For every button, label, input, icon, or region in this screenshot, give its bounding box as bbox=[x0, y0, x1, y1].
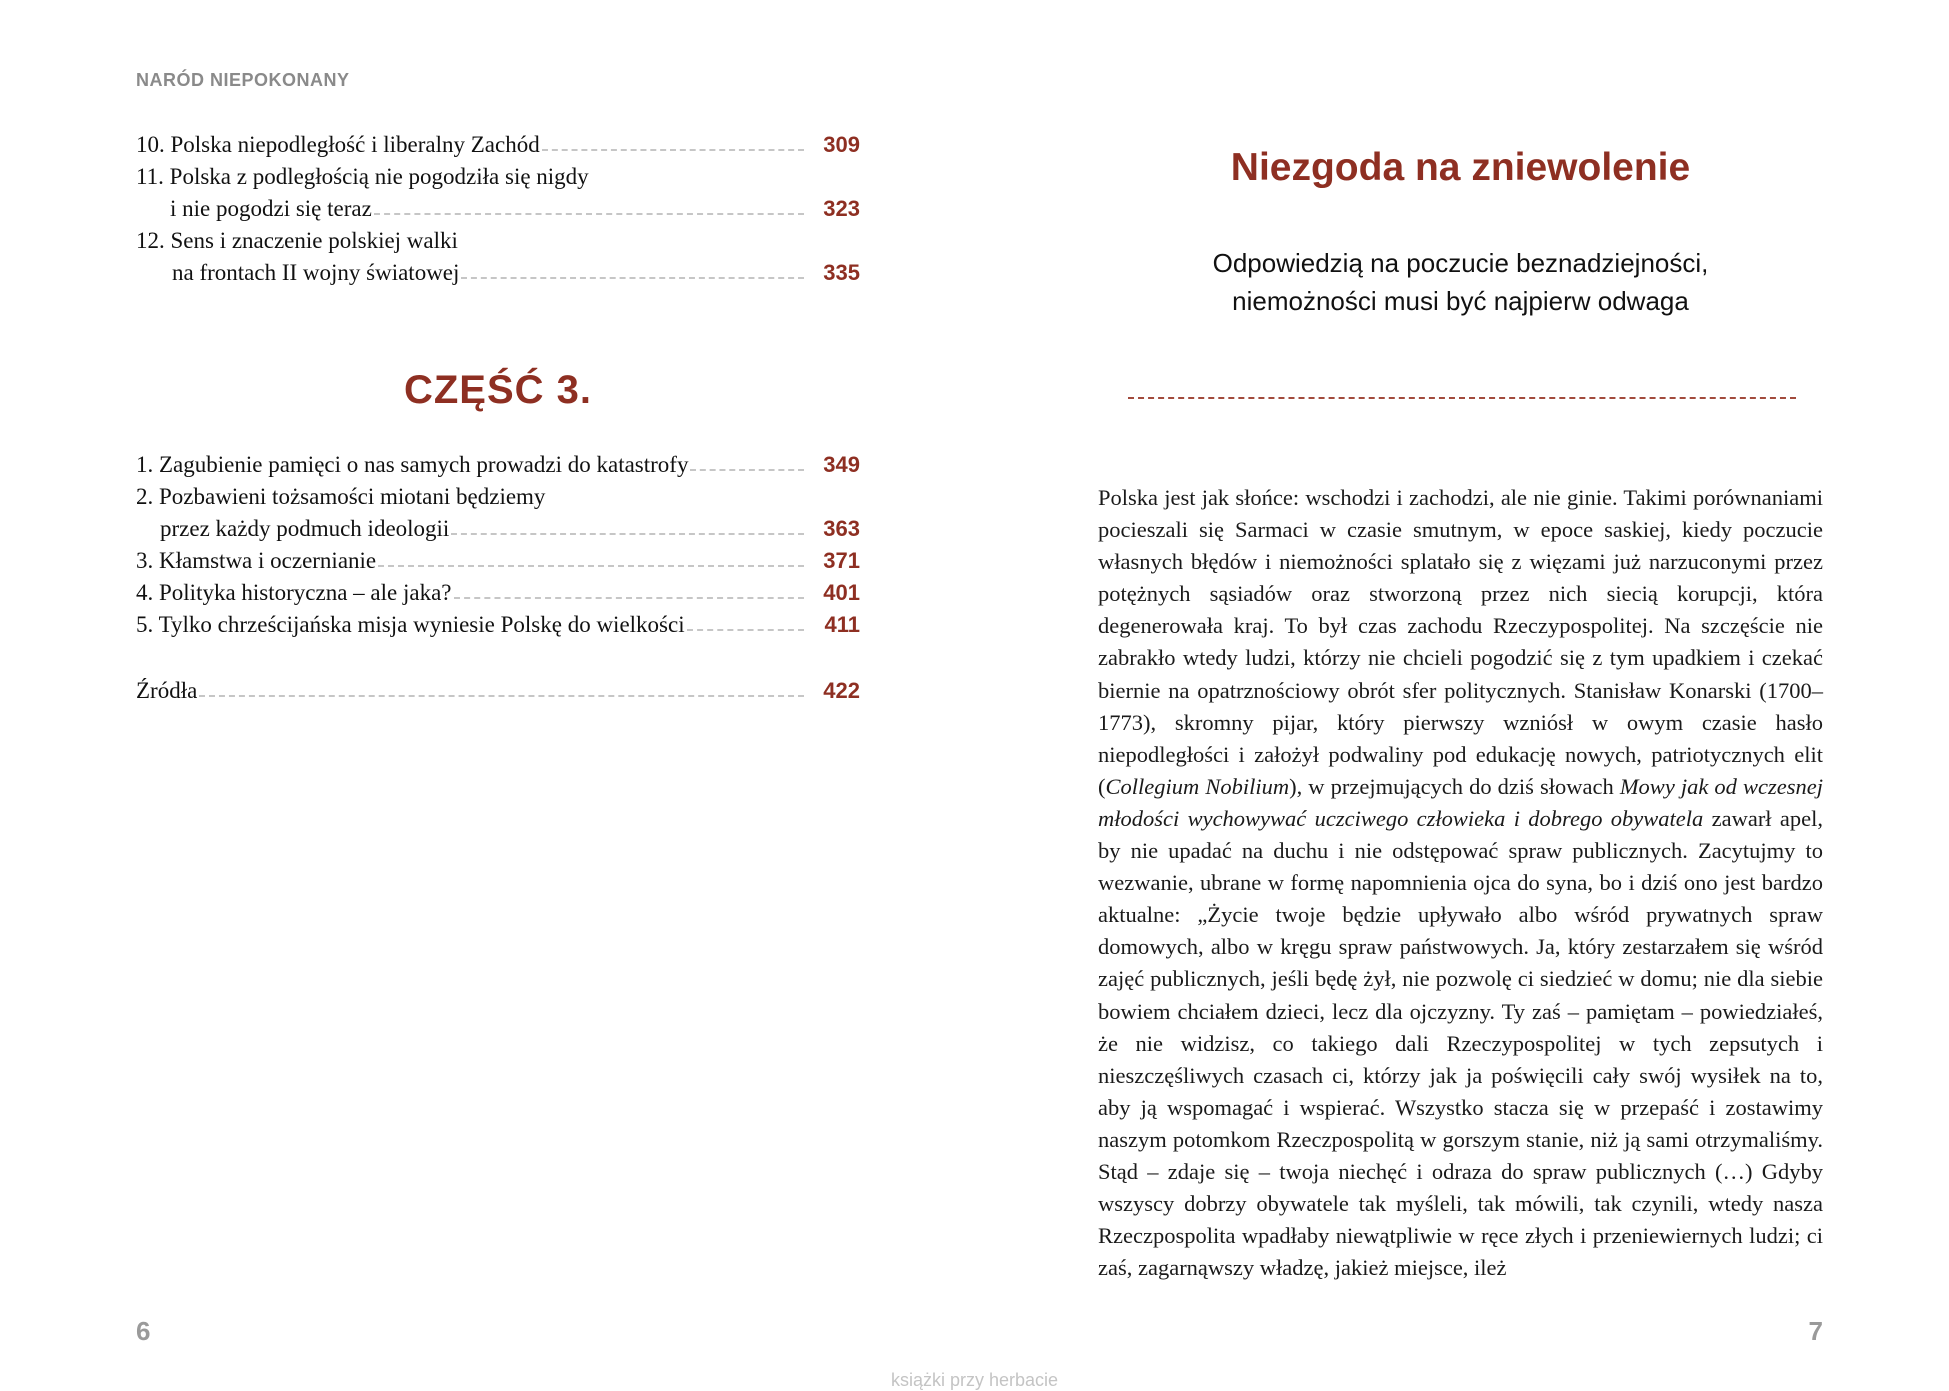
subtitle-line: niemożności musi być najpierw odwaga bbox=[1232, 286, 1689, 316]
toc-entry[interactable] bbox=[136, 574, 860, 606]
toc-page-number: 309 bbox=[823, 132, 860, 157]
toc-entry-title: 11. Polska z podległością nie pogodziła się nigdy bbox=[136, 164, 589, 189]
toc-page-number: 422 bbox=[823, 678, 860, 703]
toc-entry-title: 10. Polska niepodległość i liberalny Zachód bbox=[136, 132, 540, 157]
toc-sources bbox=[136, 672, 860, 704]
toc-entry-continuation[interactable] bbox=[136, 190, 860, 222]
toc-entry-title: na frontach II wojny światowej bbox=[136, 260, 461, 286]
toc-entry-title: 3. Kłamstwa i oczernianie bbox=[136, 548, 377, 573]
body-paragraph bbox=[1098, 482, 1823, 1284]
chapter-title: Niezgoda na zniewolenie bbox=[1230, 146, 1691, 189]
toc-entry-title: przez każdy podmuch ideologii bbox=[136, 516, 451, 542]
toc-entry-sources[interactable] bbox=[136, 672, 860, 704]
dotted-leader bbox=[461, 277, 804, 279]
dotted-leader bbox=[690, 469, 804, 471]
body-text-run: zawarł apel, by nie upadać na duchu i nie odstępować spraw publicznych. Zacytujmy to wezwanie, ubrane w formę napomnienia ojca do syna, bo i dziś ono jest bardzo aktualne: „Życie twoje będzie upływało albo wśród prywatnych spraw domowych, albo w kręgu spraw państwowych. Ja, który zestarzałem się wśród zajęć publicznych, jeśli będę żył, nie pozwolę ci siedzieć w domu; nie dla siebie bowiem chciałem dzieci, lecz dla ojczyzny. Ty zaś – pamiętam – powiedziałeś, że nie widzisz, co takiego dali Rzeczypospolitej w tych zepsutych i nieszczęśliwych czasach ci, którzy jak ja poświęcili cały swój wysiłek na to, aby ją wspomagać i wspierać. Wszystko stacza się w przepaść i zostawimy naszym potomkom Rzeczpospolitą w gorszym stanie, niż ją sami otrzymaliśmy. Stąd – zdaje się – twoja niechęć i odraza do spraw publicznych (…) Gdyby wszyscy dobrzy obywatele tak myśleli, tak mówili, tak czynili, wtedy nasza Rzeczpospolita wpadłaby niewątpliwie w ręce złych i przeniewiernych ludzi; ci zaś, zagarnąwszy władzę, jakież miejsce, ileż bbox=[1098, 805, 1823, 1281]
toc-entry[interactable] bbox=[136, 126, 860, 158]
body-italic-run: Collegium Nobilium bbox=[1105, 773, 1290, 799]
part-heading: CZĘŚĆ 3. bbox=[403, 368, 593, 412]
toc-part2-tail bbox=[136, 126, 860, 286]
toc-entry-title: 2. Pozbawieni tożsamości miotani będziemy bbox=[136, 484, 546, 509]
subtitle-line: Odpowiedzią na poczucie beznadziejności, bbox=[1212, 248, 1709, 278]
toc-entry-title: 5. Tylko chrześcijańska misja wyniesie Polskę do wielkości bbox=[136, 612, 685, 637]
toc-page-number: 411 bbox=[824, 612, 860, 637]
dotted-leader bbox=[542, 149, 804, 151]
toc-entry-title: 1. Zagubienie pamięci o nas samych prowadzi do katastrofy bbox=[136, 452, 689, 477]
toc-entry-continuation[interactable] bbox=[136, 510, 860, 542]
toc-entry[interactable] bbox=[136, 478, 860, 510]
dotted-leader bbox=[687, 629, 804, 631]
toc-part3 bbox=[136, 446, 860, 638]
toc-page-number: 323 bbox=[823, 196, 860, 221]
toc-entry-title: 4. Polityka historyczna – ale jaka? bbox=[136, 580, 452, 605]
dotted-leader bbox=[378, 565, 804, 567]
page-number-right: 7 bbox=[1808, 1316, 1823, 1346]
watermark: książki przy herbacie bbox=[890, 1370, 1059, 1390]
running-head: NARÓD NIEPOKONANY bbox=[136, 70, 350, 90]
toc-page-number: 363 bbox=[823, 516, 860, 541]
toc-entry-title: Źródła bbox=[136, 678, 198, 703]
toc-entry[interactable] bbox=[136, 446, 860, 478]
toc-entry-title: 12. Sens i znaczenie polskiej walki bbox=[136, 228, 458, 253]
dotted-leader bbox=[451, 533, 804, 535]
body-text-run: ), w przejmujących do dziś słowach bbox=[1289, 773, 1620, 799]
body-italic-run: Mowy jak od wczesnej młodości wychowywać uczciwego człowieka i dobrego obywatela bbox=[1098, 773, 1823, 831]
toc-entry[interactable] bbox=[136, 158, 860, 190]
dotted-leader bbox=[199, 695, 804, 697]
dashed-divider bbox=[1128, 397, 1796, 399]
toc-entry-title: i nie pogodzi się teraz bbox=[136, 196, 374, 222]
dotted-leader bbox=[454, 597, 804, 599]
toc-page-number: 349 bbox=[823, 452, 860, 477]
body-text-run: Polska jest jak słońce: wschodzi i zachodzi, ale nie ginie. Takimi porównaniami pocieszali się Sarmaci w czasie smutnym, w epoce saskiej, kiedy poczucie własnych błędów i niemożności splatało się z więzami już narzuconymi przez potężnych sąsiadów oraz stworzoną przez nich siecią korupcji, która degenerowała kraj. To był czas zachodu Rzeczypospolitej. Na szczęście nie zabrakło wtedy ludzi, którzy nie chcieli pogodzić się z tym upadkiem i czekać biernie na opatrznościowy obrót sfer politycznych. Stanisław Konarski (1700–1773), skromny pijar, który pierwszy wzniósł w owym czasie hasło niepodległości i założył podwaliny pod edukację nowych, patriotycznych elit ( bbox=[1098, 485, 1823, 799]
dotted-leader bbox=[374, 213, 804, 215]
toc-page-number: 371 bbox=[823, 548, 860, 573]
toc-entry[interactable] bbox=[136, 542, 860, 574]
toc-page-number: 401 bbox=[823, 580, 860, 605]
toc-entry[interactable] bbox=[136, 606, 860, 638]
toc-entry-continuation[interactable] bbox=[136, 254, 860, 286]
chapter-subtitle bbox=[1098, 244, 1823, 320]
toc-page-number: 335 bbox=[823, 260, 860, 285]
toc-entry[interactable] bbox=[136, 222, 860, 254]
page-number-left: 6 bbox=[136, 1316, 151, 1346]
